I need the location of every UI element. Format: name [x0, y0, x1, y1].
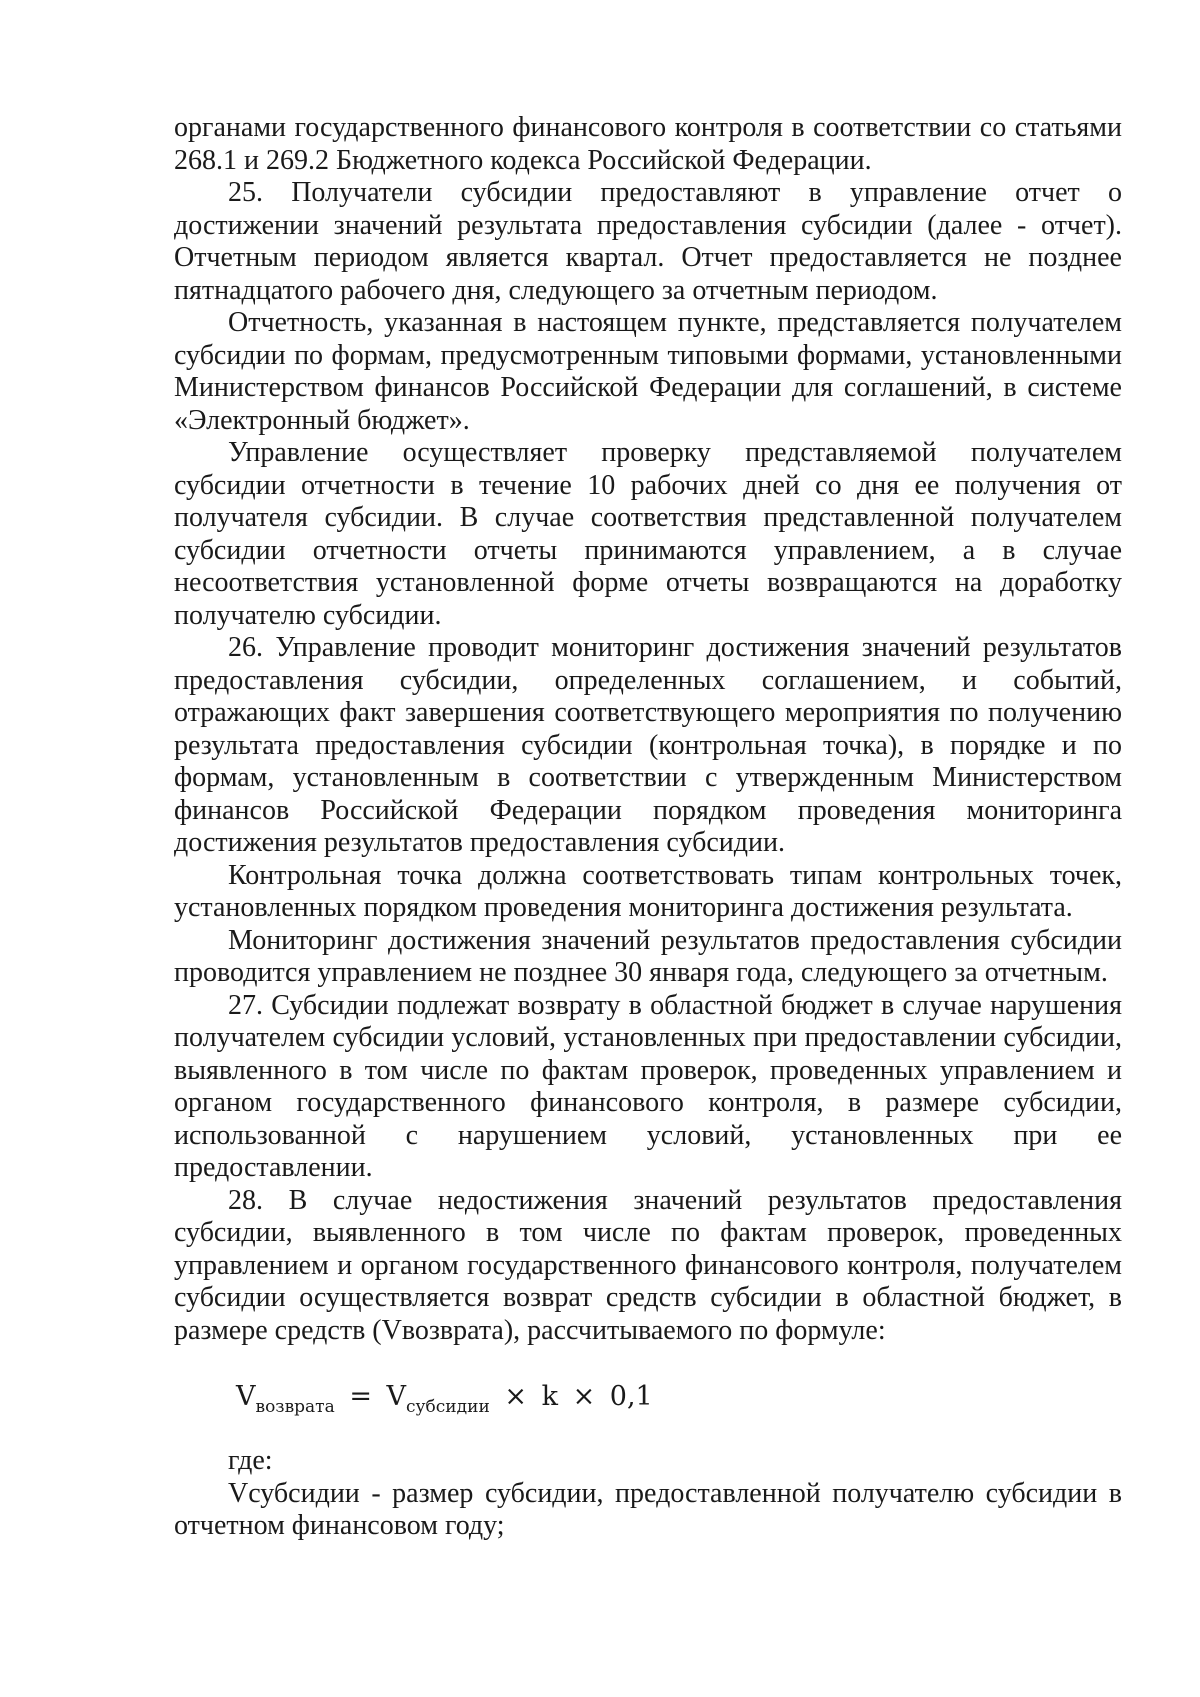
where-label: где: — [228, 1445, 273, 1476]
formula-lhs-symbol: V — [236, 1381, 256, 1412]
paragraph-reporting-forms: Отчетность, указанная в настоящем пункте, представляется получателем субсидии по формам, предусмотренным типовыми формами, установленными Министерством финансов Российской Федерации для соглашений, в системе «Электронный бюджет». — [174, 307, 1122, 436]
formula-times-2: × — [572, 1381, 596, 1412]
formula-rhs-symbol: V — [386, 1381, 407, 1412]
paragraph-item-26: 26. Управление проводит мониторинг достижения значений результатов предоставления субсидии, определенных соглашением, и событий, отражающих факт завершения соответствующего мероприятия по получению результата предоставления субсидии (контрольная точка), в порядке и по формам, установленным в соответствии с утвержденным Министерством финансов Российской Федерации порядком проведения мониторинга достижения результатов предоставления субсидии. — [174, 632, 1122, 858]
paragraph-item-28: 28. В случае недостижения значений результатов предоставления субсидии, выявленного в том числе по фактам проверок, проведенных управлением и органом государственного финансового контроля, получателем субсидии осуществляется возврат средств субсидии в областной бюджет, в размере средств (Vвозврата), рассчитываемого по формуле: — [174, 1184, 1122, 1346]
formula-rhs-subscript: субсидии — [406, 1397, 490, 1417]
paragraph-item-27: 27. Субсидии подлежат возврату в областной бюджет в случае нарушения получателем субсидии условий, установленных при предоставлении субсидии, выявленного в том числе по фактам проверок, проведенных управлением и органом государственного финансового контроля, в размере субсидии, использованной с нарушением условий, установленных при ее предоставлении. — [174, 989, 1122, 1183]
formula-lhs-subscript: возврата — [255, 1397, 335, 1417]
paragraph-item-25: 25. Получатели субсидии предоставляют в управление отчет о достижении значений результата предоставления субсидии (далее - отчет). Отчетным периодом является квартал. Отчет предоставляется не позднее пятнадцатого рабочего дня, следующего за отчетным периодом. — [174, 177, 1122, 306]
document-page — [174, 112, 1122, 1543]
formula-equals: = — [349, 1381, 372, 1412]
formula-k: k — [541, 1381, 558, 1412]
paragraph-control-point: Контрольная точка должна соответствовать типам контрольных точек, установленных порядком проведения мониторинга достижения результата. — [174, 859, 1122, 923]
paragraph-report-check: Управление осуществляет проверку представляемой получателем субсидии отчетности в течение 10 рабочих дней со дня ее получения от получателя субсидии. В случае соответствия представленной получателем субсидии отчетности отчеты принимаются управлением, а в случае несоответствия установленной форме отчеты возвращаются на доработку получателю субсидии. — [174, 437, 1122, 631]
paragraph-continuation: органами государственного финансового контроля в соответствии со статьями 268.1 и 269.2 Бюджетного кодекса Российской Федерации. — [174, 112, 1122, 176]
refund-formula — [236, 1377, 1122, 1417]
paragraph-v-subsidy-definition: Vсубсидии - размер субсидии, предоставленной получателю субсидии в отчетном финансовом году; — [174, 1477, 1122, 1541]
formula-coefficient: 0,1 — [609, 1381, 653, 1412]
paragraph-monitoring-deadline: Мониторинг достижения значений результатов предоставления субсидии проводится управлением не позднее 30 января года, следующего за отчетным. — [174, 924, 1122, 988]
formula-times-1: × — [504, 1381, 527, 1412]
